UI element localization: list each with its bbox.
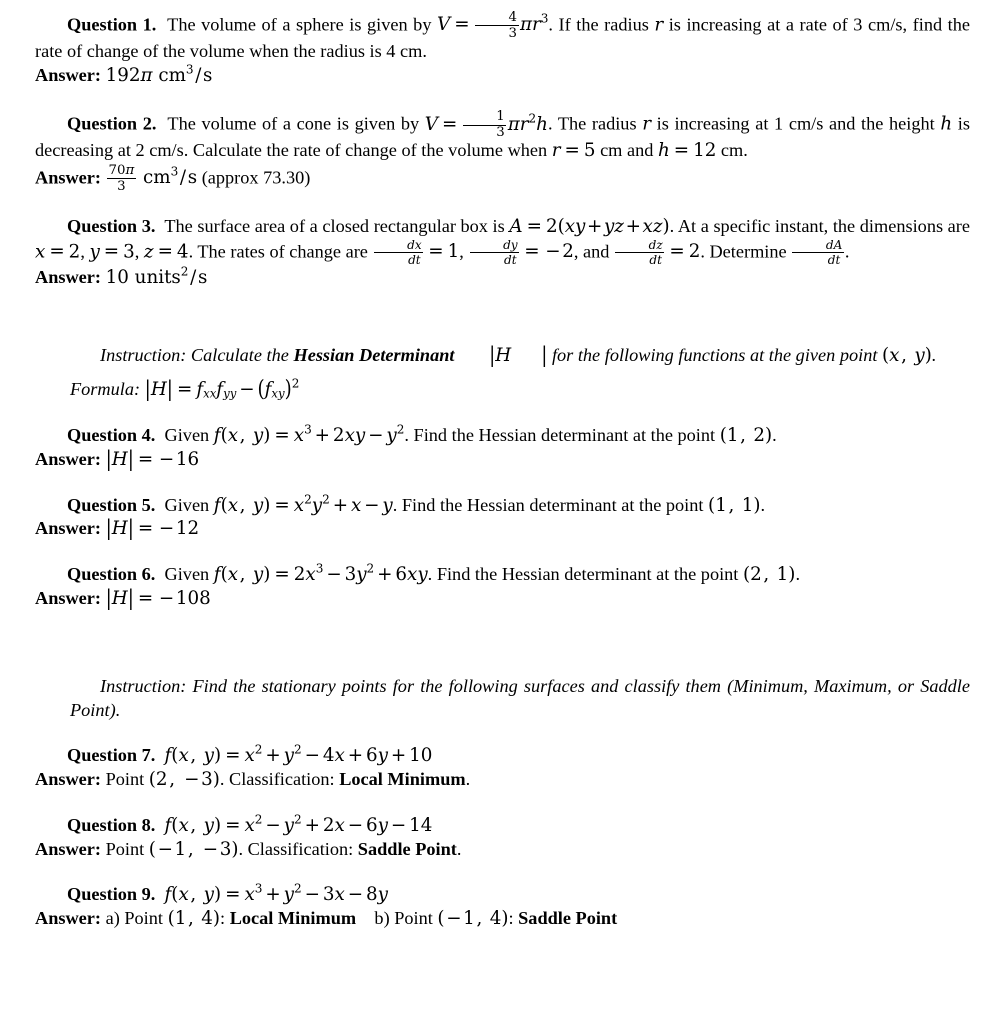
question-4-function: f(x, $y) = x^3 + 2xy - y^2$ — [213, 422, 405, 447]
question-6-point: (2, 1) — [742, 564, 796, 586]
question-3-text-1: The surface area of a closed rectangular box is — [164, 215, 505, 236]
question-4-point: (1, 2) — [719, 425, 773, 447]
hessian-instruction-text: Instruction: Calculate the Hessian Determinant |H | for the following functions at the given point (x, y). — [100, 343, 937, 368]
question-3-rate-2: $\frac{dy}{dt}$ = −2 — [468, 241, 573, 262]
spacer — [35, 792, 970, 814]
question-block-5 — [35, 494, 970, 542]
hessian-symbol: |H | — [489, 343, 548, 368]
question-9-part-a-classification: Local Minimum — [229, 908, 357, 929]
question-3-number: Question 3. — [67, 215, 156, 236]
question-4-answer-label: Answer: — [35, 448, 102, 469]
question-4-prompt: Question 4. Given f(x, $y) = x^3 + 2xy - y^2$. Find the Hessian determinant at the point (1, 2). — [67, 422, 777, 447]
question-6-answer-label: Answer: — [35, 587, 102, 608]
question-2-condition-2: h = 12 — [657, 140, 717, 162]
question-5-given: Given — [164, 494, 210, 515]
hessian-bold-term: Hessian Determinant — [293, 345, 455, 366]
question-6-number: Question 6. — [67, 564, 156, 585]
question-8-number: Question 8. — [67, 814, 156, 835]
question-7-classification-label: Classification: — [229, 769, 335, 790]
spacer — [35, 289, 970, 344]
question-8-function: f(x, $y) = x^2 - y^2 + 2x - 6y - 14$ — [164, 812, 433, 836]
question-5-point: (1, 1) — [708, 494, 761, 516]
question-9-part-b-classification: Saddle Point — [518, 908, 618, 929]
question-9-answer-label: Answer: — [35, 908, 102, 929]
question-block-2 — [35, 109, 970, 192]
document-body — [35, 10, 970, 931]
spacer — [35, 193, 970, 215]
spacer — [35, 541, 970, 563]
spacer — [35, 611, 970, 653]
spacer — [35, 472, 970, 494]
question-6-answer-line — [35, 587, 970, 611]
question-9-part-b-label: b) Point — [374, 908, 433, 929]
question-8-period: . — [456, 838, 462, 859]
question-5-answer-label: Answer: — [35, 518, 102, 539]
question-9-answer-line: Answer: a) Point (1, 4): Local Minimum b) Point (−1, 4): Saddle Point — [35, 908, 618, 930]
question-5-function: f(x, $y) = x^2y^2 + x - y$ — [213, 492, 393, 516]
question-3-answer-line — [35, 266, 970, 290]
question-8-classification-label: Classification: — [247, 838, 354, 859]
question-4-answer-line — [35, 448, 970, 472]
question-1-answer-value: 192π $cm^3/s$ — [105, 62, 213, 86]
spacer — [35, 87, 970, 109]
question-block-3 — [35, 215, 970, 290]
question-7-point-word: Point — [105, 769, 145, 790]
question-3-prompt: Question 3. The surface area of a closed rectangular box is A = 2(xy+yz+xz). At a specific instant, the dimensions are x = 2, y = 3, z = 4. The rates of change are $\frac{dx}{dt}$ = 1, $\frac{dy}{dt}$ = −2, and $\frac{dz}{dt}$ = 2. Determine $\frac{dA}{dt}$ . — [35, 215, 970, 267]
question-7-classification: Local Minimum — [339, 769, 466, 790]
question-block-6 — [35, 563, 970, 611]
question-4-given: Given — [164, 425, 210, 446]
question-block-8 — [35, 814, 970, 862]
question-1-number: Question 1. — [67, 14, 157, 35]
question-8-prompt — [35, 814, 970, 838]
question-1-answer-line — [35, 64, 970, 88]
spacer — [35, 861, 970, 883]
question-1-formula: V = $\frac{4}{3}$ $\pi r^3$ — [437, 9, 549, 41]
question-7-prompt — [35, 744, 970, 768]
question-9-number: Question 9. — [67, 884, 156, 905]
question-3-target: $\frac{dA}{dt}$ — [791, 241, 845, 262]
question-3-rate-1: $\frac{dx}{dt}$ = 1 — [372, 241, 459, 262]
question-8-classification: Saddle Point — [357, 838, 457, 859]
question-block-7 — [35, 744, 970, 792]
spacer — [35, 402, 970, 424]
question-2-text-1: The volume of a cone is given by — [167, 113, 420, 134]
question-3-answer-value: 10 units$^2$/s — [105, 264, 208, 288]
question-6-prompt: Question 6. Given f(x, $y) = 2x^3 - 3y^2 + 6xy$. Find the Hessian determinant at the point (2, 1). — [67, 561, 801, 586]
question-block-1 — [35, 10, 970, 87]
question-8-point: (−1, −3) — [148, 838, 239, 860]
question-7-period: . — [465, 769, 471, 790]
spacer — [35, 722, 970, 744]
question-5-answer-line — [35, 517, 970, 541]
question-7-answer-line: Answer: Point (2, −3). Classification: Local Minimum. — [35, 769, 471, 791]
question-9-part-a-point: (1, 4) — [167, 908, 221, 930]
question-3-answer-label: Answer: — [35, 266, 102, 287]
question-7-point: (2, −3) — [148, 769, 220, 791]
question-3-dimensions: x = 2 — [35, 241, 81, 263]
question-1-text-1: The volume of a sphere is given by — [167, 14, 432, 35]
question-2-number: Question 2. — [67, 113, 157, 134]
question-1-prompt: Question 1. The volume of a sphere is given by V = $\frac{4}{3}$ $\pi r^3$. If the radius r is increasing at a rate of 3 cm/s, find the rate of change of the volume when the radius is 4 cm. — [35, 9, 970, 61]
question-7-answer-label: Answer: — [35, 769, 102, 790]
instruction-block-hessian — [35, 344, 970, 402]
stationary-instruction-body: Find the stationary points for the following surfaces and classify them (Minimum, Maximum, or Saddle Point). — [70, 675, 970, 720]
question-2-formula: V = $\frac{1}{3}$ $\pi r^2h$ — [424, 109, 548, 141]
question-6-function: f(x, $y) = 2x^3 - 3y^2 + 6xy$ — [213, 561, 428, 586]
stationary-instruction-label: Instruction: — [100, 675, 187, 696]
question-7-number: Question 7. — [67, 745, 156, 766]
question-7-function: f(x, $y) = x^2 + y^2 - 4x + 6y + 10$ — [164, 742, 433, 767]
question-9-function: f(x, $y) = x^3 + y^2 - 3x - 8y$ — [164, 881, 388, 906]
question-8-answer-line: Answer: Point (−1, −3). Classification: Saddle Point. — [35, 838, 462, 860]
question-3-formula: A = 2(xy+yz+xz) — [509, 215, 670, 237]
question-6-answer-value: |H| = −108 — [105, 586, 211, 611]
question-2-condition-1: r = 5 — [551, 140, 596, 162]
question-9-prompt — [35, 883, 970, 907]
hessian-instruction-before: Calculate the — [190, 345, 289, 366]
spacer — [35, 653, 970, 675]
question-block-4 — [35, 424, 970, 472]
question-2-prompt: Question 2. The volume of a cone is given by V = $\frac{1}{3}$ $\pi r^2h$. The radius r is increasing at 1 cm/s and the height h is decreasing at 2 cm/s. Calculate the rate of change of the volume when r = 5 cm and h = 12 cm. — [35, 109, 970, 162]
question-4-answer-value: |H| = −16 — [105, 447, 200, 472]
question-block-9 — [35, 883, 970, 931]
hessian-formula-label: Formula: — [70, 379, 141, 400]
hessian-instruction-after: for the following functions at the given point — [551, 345, 878, 366]
question-4-number: Question 4. — [67, 425, 156, 446]
stationary-instruction-text — [70, 675, 970, 723]
question-1-variable: r — [654, 14, 664, 36]
question-6-given: Given — [164, 564, 210, 585]
question-9-part-a-label: a) Point — [105, 908, 163, 929]
question-8-point-word: Point — [105, 838, 145, 859]
question-5-answer-value: |H| = −12 — [105, 516, 200, 541]
hessian-formula-line — [70, 368, 970, 402]
question-1-answer-label: Answer: — [35, 64, 102, 85]
question-2-answer-line — [35, 163, 970, 193]
hessian-formula-expression: $|H| = f_{xx}f_{yy} - (f_{xy})^2$ — [144, 376, 300, 403]
question-2-answer-label: Answer: — [35, 167, 102, 188]
question-5-prompt: Question 5. Given f(x, $y) = x^2y^2 + x - y$. Find the Hessian determinant at the point (1, 1). — [67, 492, 766, 516]
question-2-answer-value: $\frac{70\pi}{3}$ $cm^3/s$ — [108, 162, 198, 194]
question-8-answer-label: Answer: — [35, 838, 102, 859]
question-9-part-b-point: (−1, 4) — [437, 908, 509, 930]
question-5-number: Question 5. — [67, 494, 156, 515]
question-2-answer-suffix: (approx 73.30) — [201, 167, 311, 188]
question-3-rate-3: $\frac{dz}{dt}$ = 2 — [614, 241, 700, 262]
hessian-instruction-label: Instruction: — [100, 345, 187, 366]
instruction-block-stationary — [35, 675, 970, 723]
hessian-point: (x, y) — [882, 345, 932, 367]
